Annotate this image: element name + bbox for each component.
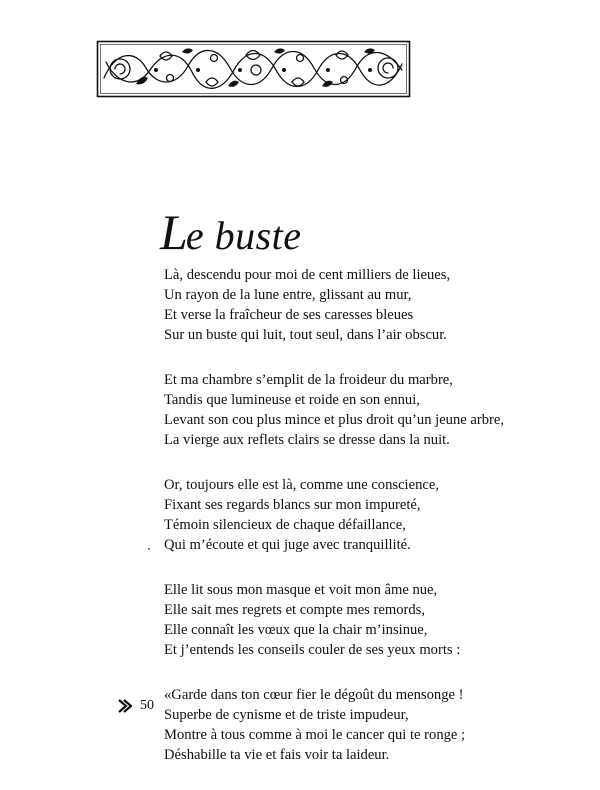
poem-line: Et verse la fraîcheur de ses caresses bleues (164, 307, 414, 323)
arrow-mark-icon (118, 699, 132, 713)
poem-title-initial: L (160, 204, 186, 260)
poem-line: Or, toujours elle est là, comme une conscience, (164, 477, 439, 493)
stanza (164, 685, 584, 765)
poem-line: Et ma chambre s’emplit de la froideur du marbre, (164, 372, 453, 388)
poem-line: Et j’entends les conseils couler de ses yeux morts : (164, 642, 461, 658)
poem-line: Un rayon de la lune entre, glissant au mur, (164, 287, 412, 303)
poem-line: Levant son cou plus mince et plus droit qu’un jeune arbre, (164, 412, 505, 428)
stanza (164, 475, 584, 555)
poem-line: Déshabille ta vie et fais voir ta laideur. (164, 747, 390, 763)
poem-line: Fixant ses regards blancs sur mon impureté, (164, 497, 421, 513)
ink-speck (148, 548, 150, 550)
poem-line: La vierge aux reflets clairs se dresse dans la nuit. (164, 432, 450, 448)
floral-ornament-icon (96, 40, 411, 98)
poem-line: Sur un buste qui luit, tout seul, dans l’air obscur. (164, 327, 447, 343)
poem-line: Elle lit sous mon masque et voit mon âme nue, (164, 582, 438, 598)
poem-title (160, 204, 302, 260)
poem-body (164, 265, 584, 790)
stanza (164, 580, 584, 660)
stanza (164, 265, 584, 345)
poem-line: Là, descendu pour moi de cent milliers de lieues, (164, 267, 451, 283)
poem-line: Elle connaît les vœux que la chair m’insinue, (164, 622, 428, 638)
page-number: 50 (140, 698, 154, 713)
stanza (164, 370, 584, 450)
poem-line: Elle sait mes regrets et compte mes remords, (164, 602, 425, 618)
poem-title-rest: e buste (185, 213, 302, 258)
poem-line: Témoin silencieux de chaque défaillance, (164, 517, 406, 533)
page-folio (118, 698, 154, 714)
poem-line: Superbe de cynisme et de triste impudeur, (164, 707, 409, 723)
poem-line: Qui m’écoute et qui juge avec tranquillité. (164, 537, 411, 553)
poem-line: «Garde dans ton cœur fier le dégoût du mensonge ! (164, 687, 464, 703)
poem-line: Montre à tous comme à moi le cancer qui te ronge ; (164, 727, 466, 743)
poem-line: Tandis que lumineuse et roide en son ennui, (164, 392, 420, 408)
